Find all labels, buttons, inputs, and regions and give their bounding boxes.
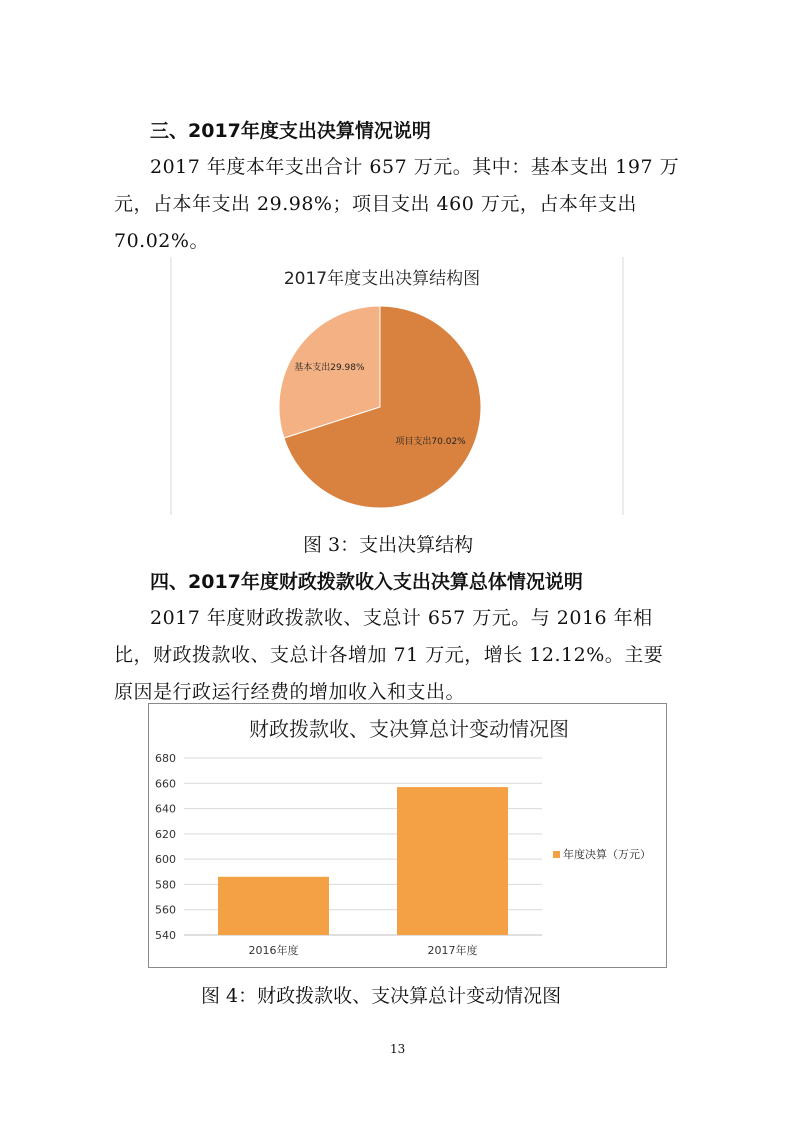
x-category-label: 2017年度 (427, 944, 478, 957)
bar-chart-title: 财政拨款收、支决算总计变动情况图 (249, 717, 569, 741)
expenditure-structure-pie-chart (170, 255, 626, 517)
pie-label-basic: 基本支出29.98% (294, 363, 365, 374)
pie-figure-caption: 图 3：支出决算结构 (303, 534, 474, 556)
y-tick-label: 620 (155, 827, 176, 841)
section-4-line-2: 比，财政拨款收、支总计各增加 71 万元，增长 12.12%。主要 (114, 644, 664, 666)
bar-2017年度 (397, 787, 508, 935)
page-number: 13 (390, 1042, 406, 1056)
y-tick-label: 680 (155, 752, 176, 765)
section-4-line-1: 2017 年度财政拨款收、支总计 657 万元。与 2016 年相 (150, 607, 653, 629)
section-4-heading: 四、2017年度财政拨款收入支出决算总体情况说明 (150, 571, 583, 593)
bar-figure-caption: 图 4：财政拨款收、支决算总计变动情况图 (201, 985, 562, 1007)
section-3-line-2: 元，占本年支出 29.98%；项目支出 460 万元，占本年支出 (114, 193, 637, 215)
pie-label-project: 项目支出70.02% (395, 436, 466, 447)
section-3-line-1: 2017 年度本年支出合计 657 万元。其中：基本支出 197 万 (150, 156, 680, 178)
legend-label: 年度决算（万元） (563, 848, 651, 861)
pie-slices (279, 306, 481, 508)
pie-chart-title: 2017年度支出决算结构图 (283, 269, 481, 289)
funding-change-bar-chart (148, 703, 668, 969)
y-tick-label: 640 (155, 802, 176, 816)
y-tick-label: 580 (155, 878, 176, 892)
section-3-heading: 三、2017年度支出决算情况说明 (150, 120, 431, 142)
x-category-label: 2016年度 (248, 944, 299, 957)
y-tick-label: 560 (155, 903, 176, 917)
bar-2016年度 (218, 877, 329, 935)
section-3-line-3: 70.02%。 (114, 230, 209, 252)
legend-swatch (553, 851, 560, 858)
y-tick-label: 540 (155, 929, 176, 942)
y-tick-label: 600 (155, 853, 176, 867)
y-tick-label: 660 (155, 777, 176, 791)
section-4-line-3: 原因是行政运行经费的增加收入和支出。 (114, 681, 466, 703)
